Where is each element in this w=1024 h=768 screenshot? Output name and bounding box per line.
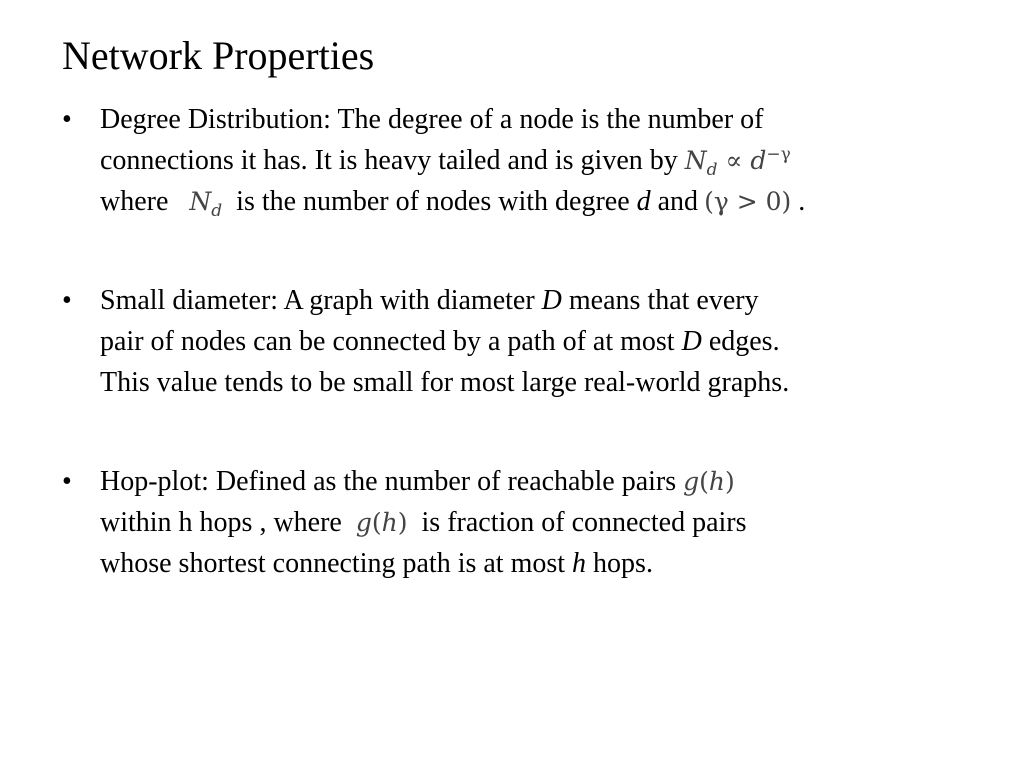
formula-exponent: −γ [766,144,791,165]
formula-paren: ( [699,467,709,496]
bullet-marker: • [62,466,72,497]
node-count-formula [189,187,223,221]
formula-subscript: d [706,160,718,180]
proportional-symbol: ∝ [725,146,743,175]
variable-h: h [572,548,587,579]
formula-variable: h [381,508,398,537]
formula-variable: N [684,146,707,175]
bullet-line [100,502,747,543]
bullet-marker: • [62,104,72,135]
bullet-text: where [100,186,169,217]
bullet-line: Degree Distribution: The degree of a node is the number of [100,104,764,135]
bullet-text: is fraction of connected pairs [421,507,747,538]
bullet-text: connections it has. It is heavy tailed and is given by [100,145,678,176]
bullet-text: whose shortest connecting path is at most [100,548,566,579]
formula-subscript: d [211,201,223,221]
bullet-line [100,461,735,502]
formula-paren: ) [397,508,408,537]
formula-paren: ) [725,467,735,496]
formula-variable: g [683,467,700,496]
formula-paren: ( [371,508,382,537]
bullet-text: pair of nodes can be connected by a path of at most [100,326,675,357]
bullet-text: within h hops , where [100,507,342,538]
hop-plot-formula [356,508,408,537]
slide-title: Network Properties [62,33,375,78]
bullet-marker: • [62,285,72,316]
bullet-line: This value tends to be small for most large real-world graphs. [100,367,790,398]
bullet-text: and [657,186,699,217]
formula-variable: g [355,508,372,537]
hop-plot-formula [683,467,735,496]
bullet-text: is the number of nodes with degree [236,186,630,217]
gamma-condition-formula: (γ > 0) [704,187,792,216]
bullet-line [100,140,791,181]
formula-variable: h [708,467,726,496]
bullet-line [100,543,653,584]
bullet-text: hops. [593,548,653,579]
variable-D: D [541,285,562,316]
bullet-line [100,321,780,362]
bullet-text: means that every [568,285,759,316]
bullet-text: Hop-plot: Defined as the number of reachable pairs [100,466,677,497]
variable-d: d [636,186,651,217]
bullet-line [100,181,805,222]
formula-variable: N [189,187,212,216]
bullet-text: Small diameter: A graph with diameter [100,285,535,316]
formula-variable: d [750,146,767,175]
bullet-text: edges. [708,326,780,357]
bullet-text: . [798,186,806,217]
bullet-line [100,280,759,321]
variable-D: D [681,326,702,357]
degree-distribution-formula [684,144,791,180]
